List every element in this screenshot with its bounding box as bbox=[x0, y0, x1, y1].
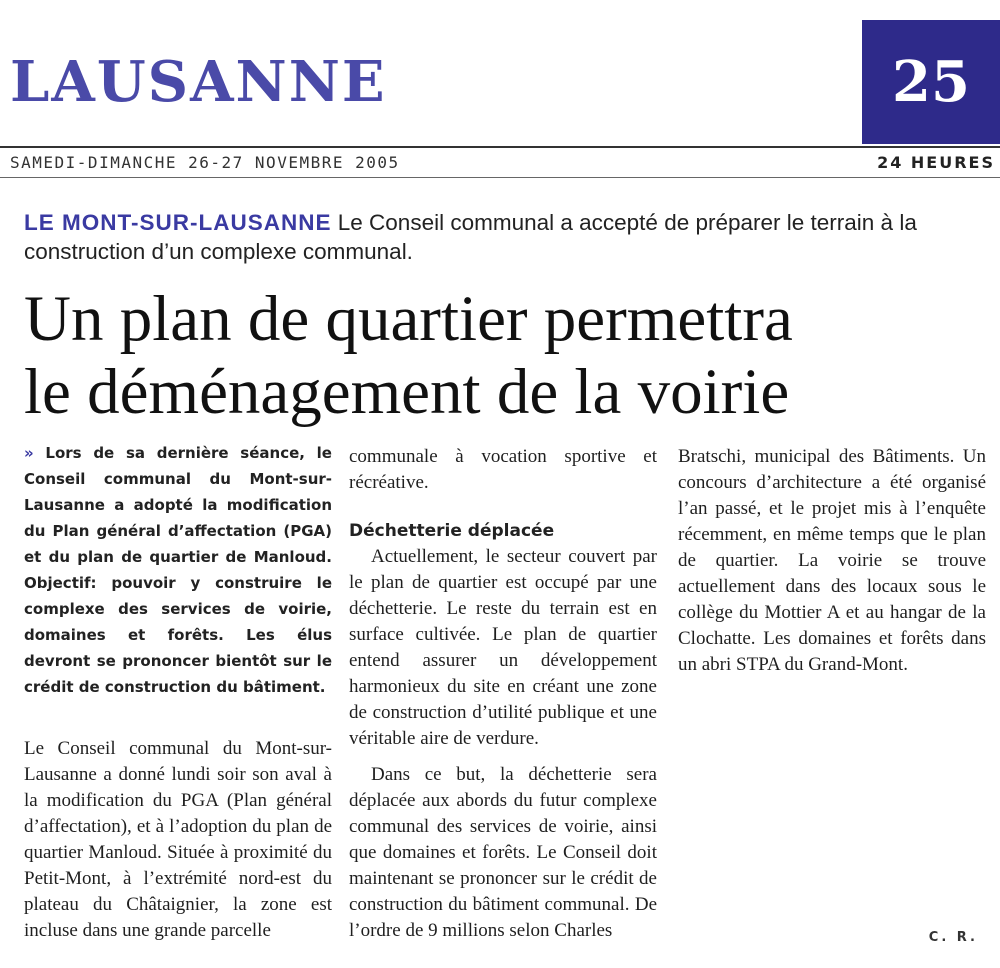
article-paragraph-3-start: Dans ce but, la déchetterie sera déplacée aux abords du futur complexe communal des services de voirie, ainsi que domaines et forêts. Le Conseil doit maintenant se prononcer sur le crédit de construction du bâtiment communal. De l’ordre de 9 millions selon Charles bbox=[349, 764, 657, 941]
article-paragraph-1: Le Conseil communal du Mont-sur-Lausanne a donné lundi soir son aval à la modification du PGA (Plan général d’affectation), et à l’adoption du plan de quartier Manloud. Située à proximité du Petit-Mont, à l’extrémité nord-est du plateau du Châtaignier, la zone est incluse dans une grande parcelle bbox=[24, 738, 332, 941]
place-label: LE MONT-SUR-LAUSANNE bbox=[24, 210, 332, 235]
article-column-3 bbox=[678, 444, 986, 678]
article-kicker bbox=[24, 208, 954, 266]
article-headline bbox=[24, 283, 994, 429]
article-subhead: Déchetterie déplacée bbox=[349, 521, 555, 541]
page-number: 25 bbox=[862, 20, 1000, 144]
dateline-rule bbox=[0, 177, 1000, 178]
article-paragraph-3: Bratschi, municipal des Bâtiments. Un concours d’architecture a été organisé l’an passé, et le projet mis à l’enquête récemment, en même temps que le plan de quartier. La voirie se trouve actuellement dans des locaux sous le collège du Mottier A et au hangar de la Clochatte. Les domaines et forêts dans un abri STPA du Grand-Mont. bbox=[678, 446, 986, 675]
article-column-1 bbox=[24, 440, 332, 944]
publication-name: 24 HEURES bbox=[877, 153, 995, 172]
dateline: SAMEDI-DIMANCHE 26-27 NOVEMBRE 2005 bbox=[10, 153, 400, 172]
article-column-2 bbox=[349, 444, 657, 944]
headline-line-2: le déménagement de la voirie bbox=[24, 356, 790, 428]
article-paragraph-2: Actuellement, le secteur couvert par le plan de quartier est occupé par une déchetterie. Le reste du terrain est en surface cultivée. Le plan de quartier entend assurer un développement harmonieux du site en créant une zone de construction d’utilité publique et une véritable aire de verdure. bbox=[349, 546, 657, 749]
author-signature: C. R. bbox=[928, 930, 978, 945]
article-paragraph-1-continued: communale à vocation sportive et récréative. bbox=[349, 446, 657, 493]
double-chevron-right-icon: » bbox=[24, 444, 34, 462]
masthead-rule bbox=[0, 146, 1000, 148]
article-lead bbox=[24, 440, 332, 700]
headline-line-1: Un plan de quartier permettra bbox=[24, 283, 793, 355]
section-title: LAUSANNE bbox=[10, 49, 387, 115]
lead-text: Lors de sa dernière séance, le Conseil communal du Mont-sur-Lausanne a adopté la modification du Plan général d’affectation (PGA) et du plan de quartier de Manloud. Objectif: pouvoir y construire le complexe des services de voirie, domaines et forêts. Les élus devront se prononcer bientôt sur le crédit de construction du bâtiment. bbox=[24, 444, 332, 696]
kicker-text: Le Conseil communal a accepté de préparer le terrain à la construction d’un complexe communal. bbox=[24, 210, 917, 264]
